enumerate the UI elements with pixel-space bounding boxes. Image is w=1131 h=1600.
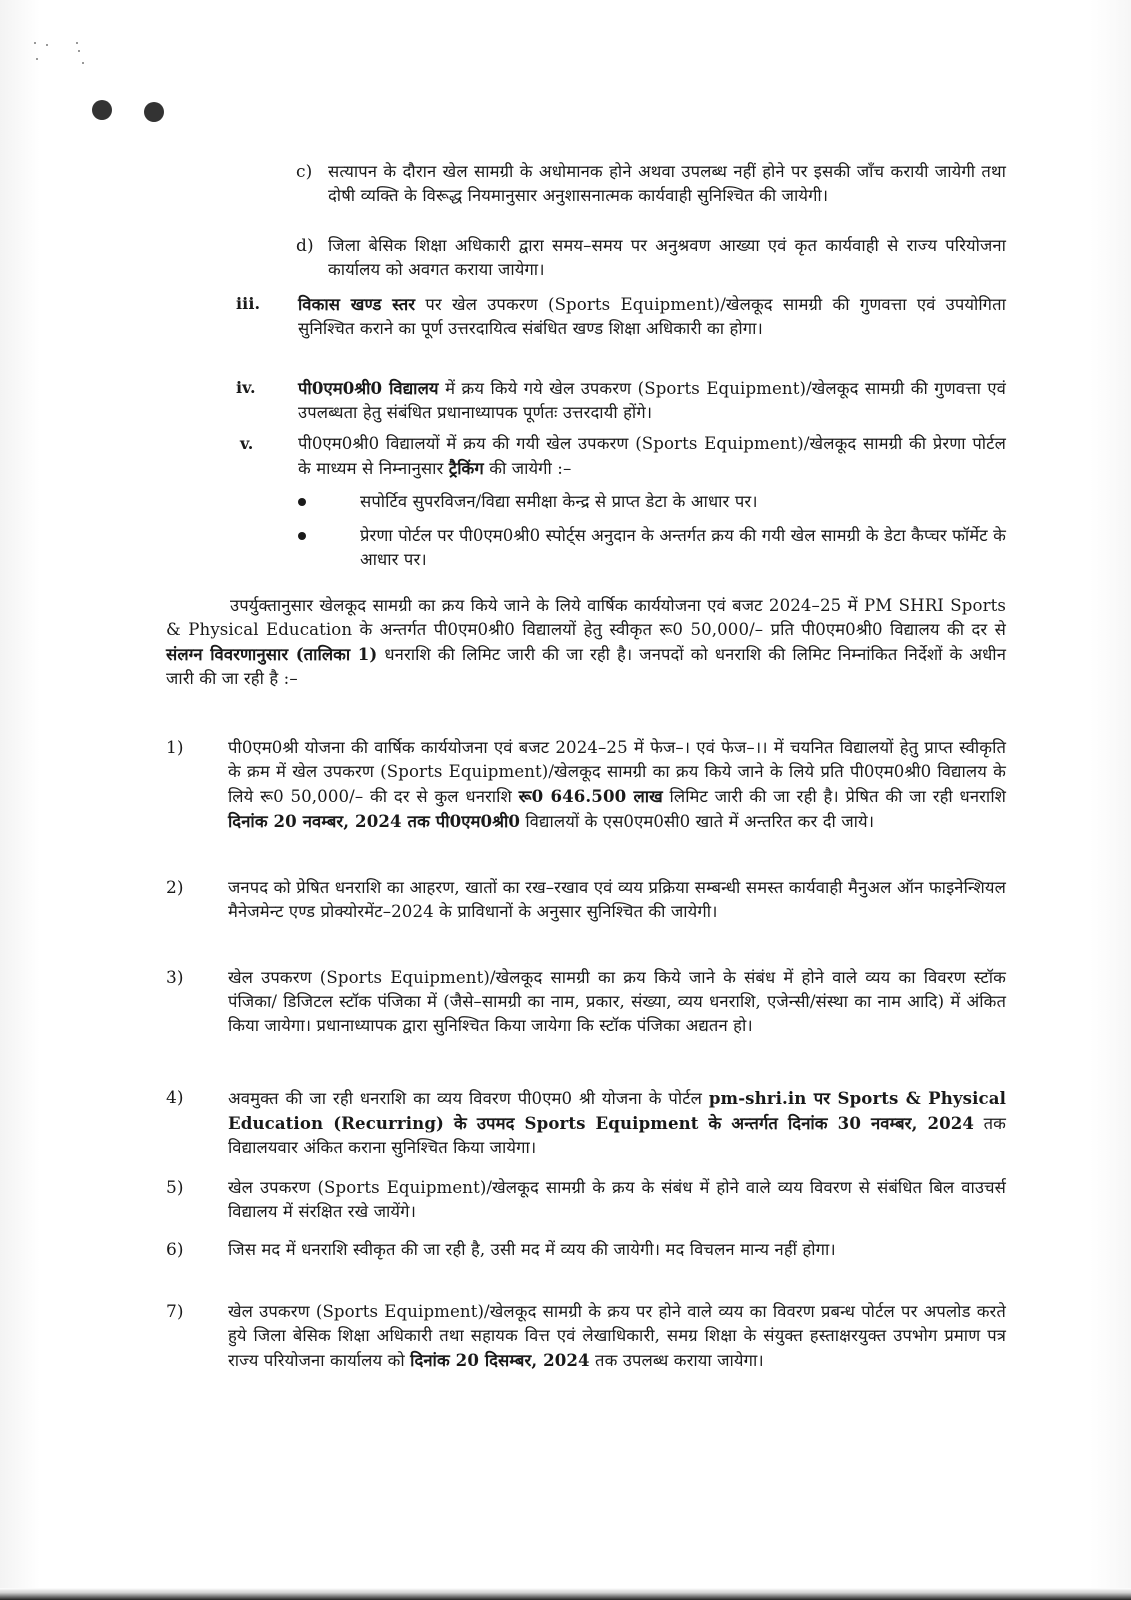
numbered-bold: pm-shri.in पर Sports & Physical Education (Recurring) के उपमद Sports Equipment के अन्तर्गत दिनांक 30 नवम्बर, 2024 <box>228 1088 1006 1133</box>
roman-item-iii <box>298 292 1006 341</box>
roman-item-v <box>298 432 1006 481</box>
numbered-marker: 4) <box>166 1088 184 1108</box>
numbered-item-7 <box>228 1300 1006 1373</box>
numbered-bold: दिनांक 20 दिसम्बर, 2024 <box>410 1350 590 1370</box>
numbered-marker: 5) <box>166 1178 184 1198</box>
numbered-text: विद्यालयों के एस0एम0सी0 खाते में अन्तरित कर दी जाये। <box>520 812 875 831</box>
intro-text: उपर्युक्तानुसार खेलकूद सामग्री का क्रय किये जाने के लिये वार्षिक कार्ययोजना एवं बजट 2024–25 में PM SHRI Sports & Physical Education के अन्तर्गत पी0एम0श्री0 विद्यालयों हेतु स्वीकृत रू0 50,000/– प्रति पी0एम0श्री0 विद्यालय की दर से <box>166 596 1006 639</box>
numbered-item-5: खेल उपकरण (Sports Equipment)/खेलकूद सामग्री के क्रय के संबंध में होने वाले व्यय विवरण से संबंधित बिल वाउचर्स विद्यालय में संरक्षित रखे जायेंगे। <box>228 1178 1006 1221</box>
numbered-marker: 3) <box>166 968 184 988</box>
intro-bold: संलग्न विवरणानुसार (तालिका 1) <box>166 644 378 664</box>
numbered-text: तक उपलब्ध कराया जायेगा। <box>589 1351 764 1370</box>
numbered-text: खेल उपकरण (Sports Equipment)/खेलकूद सामग्री के क्रय पर होने वाले व्यय का विवरण प्रबन्ध पोर्टल पर अपलोड करते हुये जिला बेसिक शिक्षा अधिकारी तथा सहायक वित्त एवं लेखाधिकारी, समग्र शिक्षा के संयुक्त हस्ताक्षरयुक्त उपभोग प्रमाण पत्र राज्य परियोजना कार्यालय को <box>228 1302 1006 1370</box>
numbered-marker: 6) <box>166 1240 184 1260</box>
sub-item-c: सत्यापन के दौरान खेल सामग्री के अधोमानक होने अथवा उपलब्ध नहीं होने पर इसकी जाँच करायी जायेगी तथा दोषी व्यक्ति के विरूद्ध नियमानुसार अनुशासनात्मक कार्यवाही सुनिश्चित की जायेगी। <box>328 162 1006 205</box>
punch-hole <box>92 100 112 120</box>
numbered-item-2: जनपद को प्रेषित धनराशि का आहरण, खातों का रख–रखाव एवं व्यय प्रक्रिया सम्बन्धी समस्त कार्यवाही मैनुअल ऑन फाइनेन्शियल मैनेजमेन्ट एण्ड प्रोक्योरमेंट–2024 के प्राविधानों के अनुसार सुनिश्चित की जायेगी। <box>228 878 1006 921</box>
numbered-marker: 7) <box>166 1302 184 1322</box>
numbered-item-6: जिस मद में धनराशि स्वीकृत की जा रही है, उसी मद में व्यय की जायेगी। मद विचलन मान्य नहीं होगा। <box>228 1240 836 1259</box>
sub-item-d: जिला बेसिक शिक्षा अधिकारी द्वारा समय–समय पर अनुश्रवण आख्या एवं कृत कार्यवाही से राज्य परियोजना कार्यालय को अवगत कराया जायेगा। <box>328 236 1006 279</box>
numbered-marker: 2) <box>166 878 184 898</box>
roman-item-iv <box>298 376 1006 425</box>
roman-item-text: की जायेगी :– <box>483 459 572 478</box>
bullet-icon <box>298 532 306 540</box>
numbered-marker: 1) <box>166 738 184 758</box>
bullet-icon <box>298 498 306 506</box>
roman-item-text: पर खेल उपकरण (Sports Equipment)/खेलकूद सामग्री की गुणवत्ता एवं उपयोगिता सुनिश्चित कराने का पूर्ण उत्तरदायित्व संबंधित खण्ड शिक्षा अधिकारी का होगा। <box>298 295 1006 338</box>
scan-speck <box>32 40 92 68</box>
roman-item-text: में क्रय किये गये खेल उपकरण (Sports Equipment)/खेलकूद सामग्री की गुणवत्ता एवं उपलब्धता हेतु संबंधित प्रधानाध्यापक पूर्णतः उत्तरदायी होंगे। <box>298 379 1006 422</box>
sub-item-marker: c) <box>296 162 313 182</box>
numbered-text: तक विद्यालयवार अंकित कराना सुनिश्चित किया जायेगा। <box>228 1114 1006 1157</box>
numbered-bold: दिनांक 20 नवम्बर, 2024 तक पी0एम0श्री0 <box>228 811 520 831</box>
roman-marker: iii. <box>236 294 261 313</box>
sub-item-marker: d) <box>296 236 314 256</box>
numbered-text: अवमुक्त की जा रही धनराशि का व्यय विवरण पी0एम0 श्री योजना के पोर्टल <box>228 1089 709 1108</box>
bullet-item: सपोर्टिव सुपरविजन/विद्या समीक्षा केन्द्र से प्राप्त डेटा के आधार पर। <box>360 492 758 511</box>
roman-item-text: पी0एम0श्री0 विद्यालयों में क्रय की गयी खेल उपकरण (Sports Equipment)/खेलकूद सामग्री की प्रेरणा पोर्टल के माध्यम से निम्नानुसार <box>298 434 1006 478</box>
intro-paragraph <box>166 594 1006 691</box>
intro-text: धनराशि की लिमिट जारी की जा रही है। जनपदों को धनराशि की लिमिट निम्नांकित निर्देशों के अधीन जारी की जा रही है :– <box>166 645 1007 688</box>
numbered-item-1 <box>228 736 1006 834</box>
page-bottom-edge <box>0 1588 1131 1600</box>
roman-marker: v. <box>240 434 254 453</box>
numbered-item-3: खेल उपकरण (Sports Equipment)/खेलकूद सामग्री का क्रय किये जाने के संबंध में होने वाले व्यय का विवरण स्टॉक पंजिका/ डिजिटल स्टॉक पंजिका में (जैसे–सामग्री का नाम, प्रकार, संख्या, व्यय धनराशि, एजेन्सी/संस्था का नाम आदि) में अंकित किया जायेगा। प्रधानाध्यापक द्वारा सुनिश्चित किया जायेगा कि स्टॉक पंजिका अद्यतन हो। <box>228 968 1006 1035</box>
bullet-item: प्रेरणा पोर्टल पर पी0एम0श्री0 स्पोर्ट्स अनुदान के अन्तर्गत क्रय की गयी खेल सामग्री के डेटा कैप्चर फॉर्मेट के आधार पर। <box>360 526 1006 569</box>
numbered-bold: रू0 646.500 लाख <box>518 786 663 806</box>
roman-item-bold: पी0एम0श्री0 विद्यालय <box>298 378 439 398</box>
roman-item-bold: विकास खण्ड स्तर <box>298 294 416 314</box>
numbered-text: पी0एम0श्री योजना की वार्षिक कार्ययोजना एवं बजट 2024–25 में फेज–। एवं फेज–।। में चयनित विद्यालयों हेतु प्राप्त स्वीकृति के क्रम में खेल उपकरण (Sports Equipment)/खेलकूद सामग्री का क्रय किये जाने के लिये प्रति पी0एम0श्री0 विद्यालय के लिये रू0 50,000/– की दर से कुल धनराशि <box>228 738 1006 806</box>
numbered-item-4 <box>228 1086 1006 1160</box>
punch-hole <box>144 102 164 122</box>
numbered-text: लिमिट जारी की जा रही है। प्रेषित की जा रही धनराशि <box>662 787 1007 806</box>
roman-marker: iv. <box>236 378 256 397</box>
roman-item-bold: ट्रैकिंग <box>448 458 484 478</box>
